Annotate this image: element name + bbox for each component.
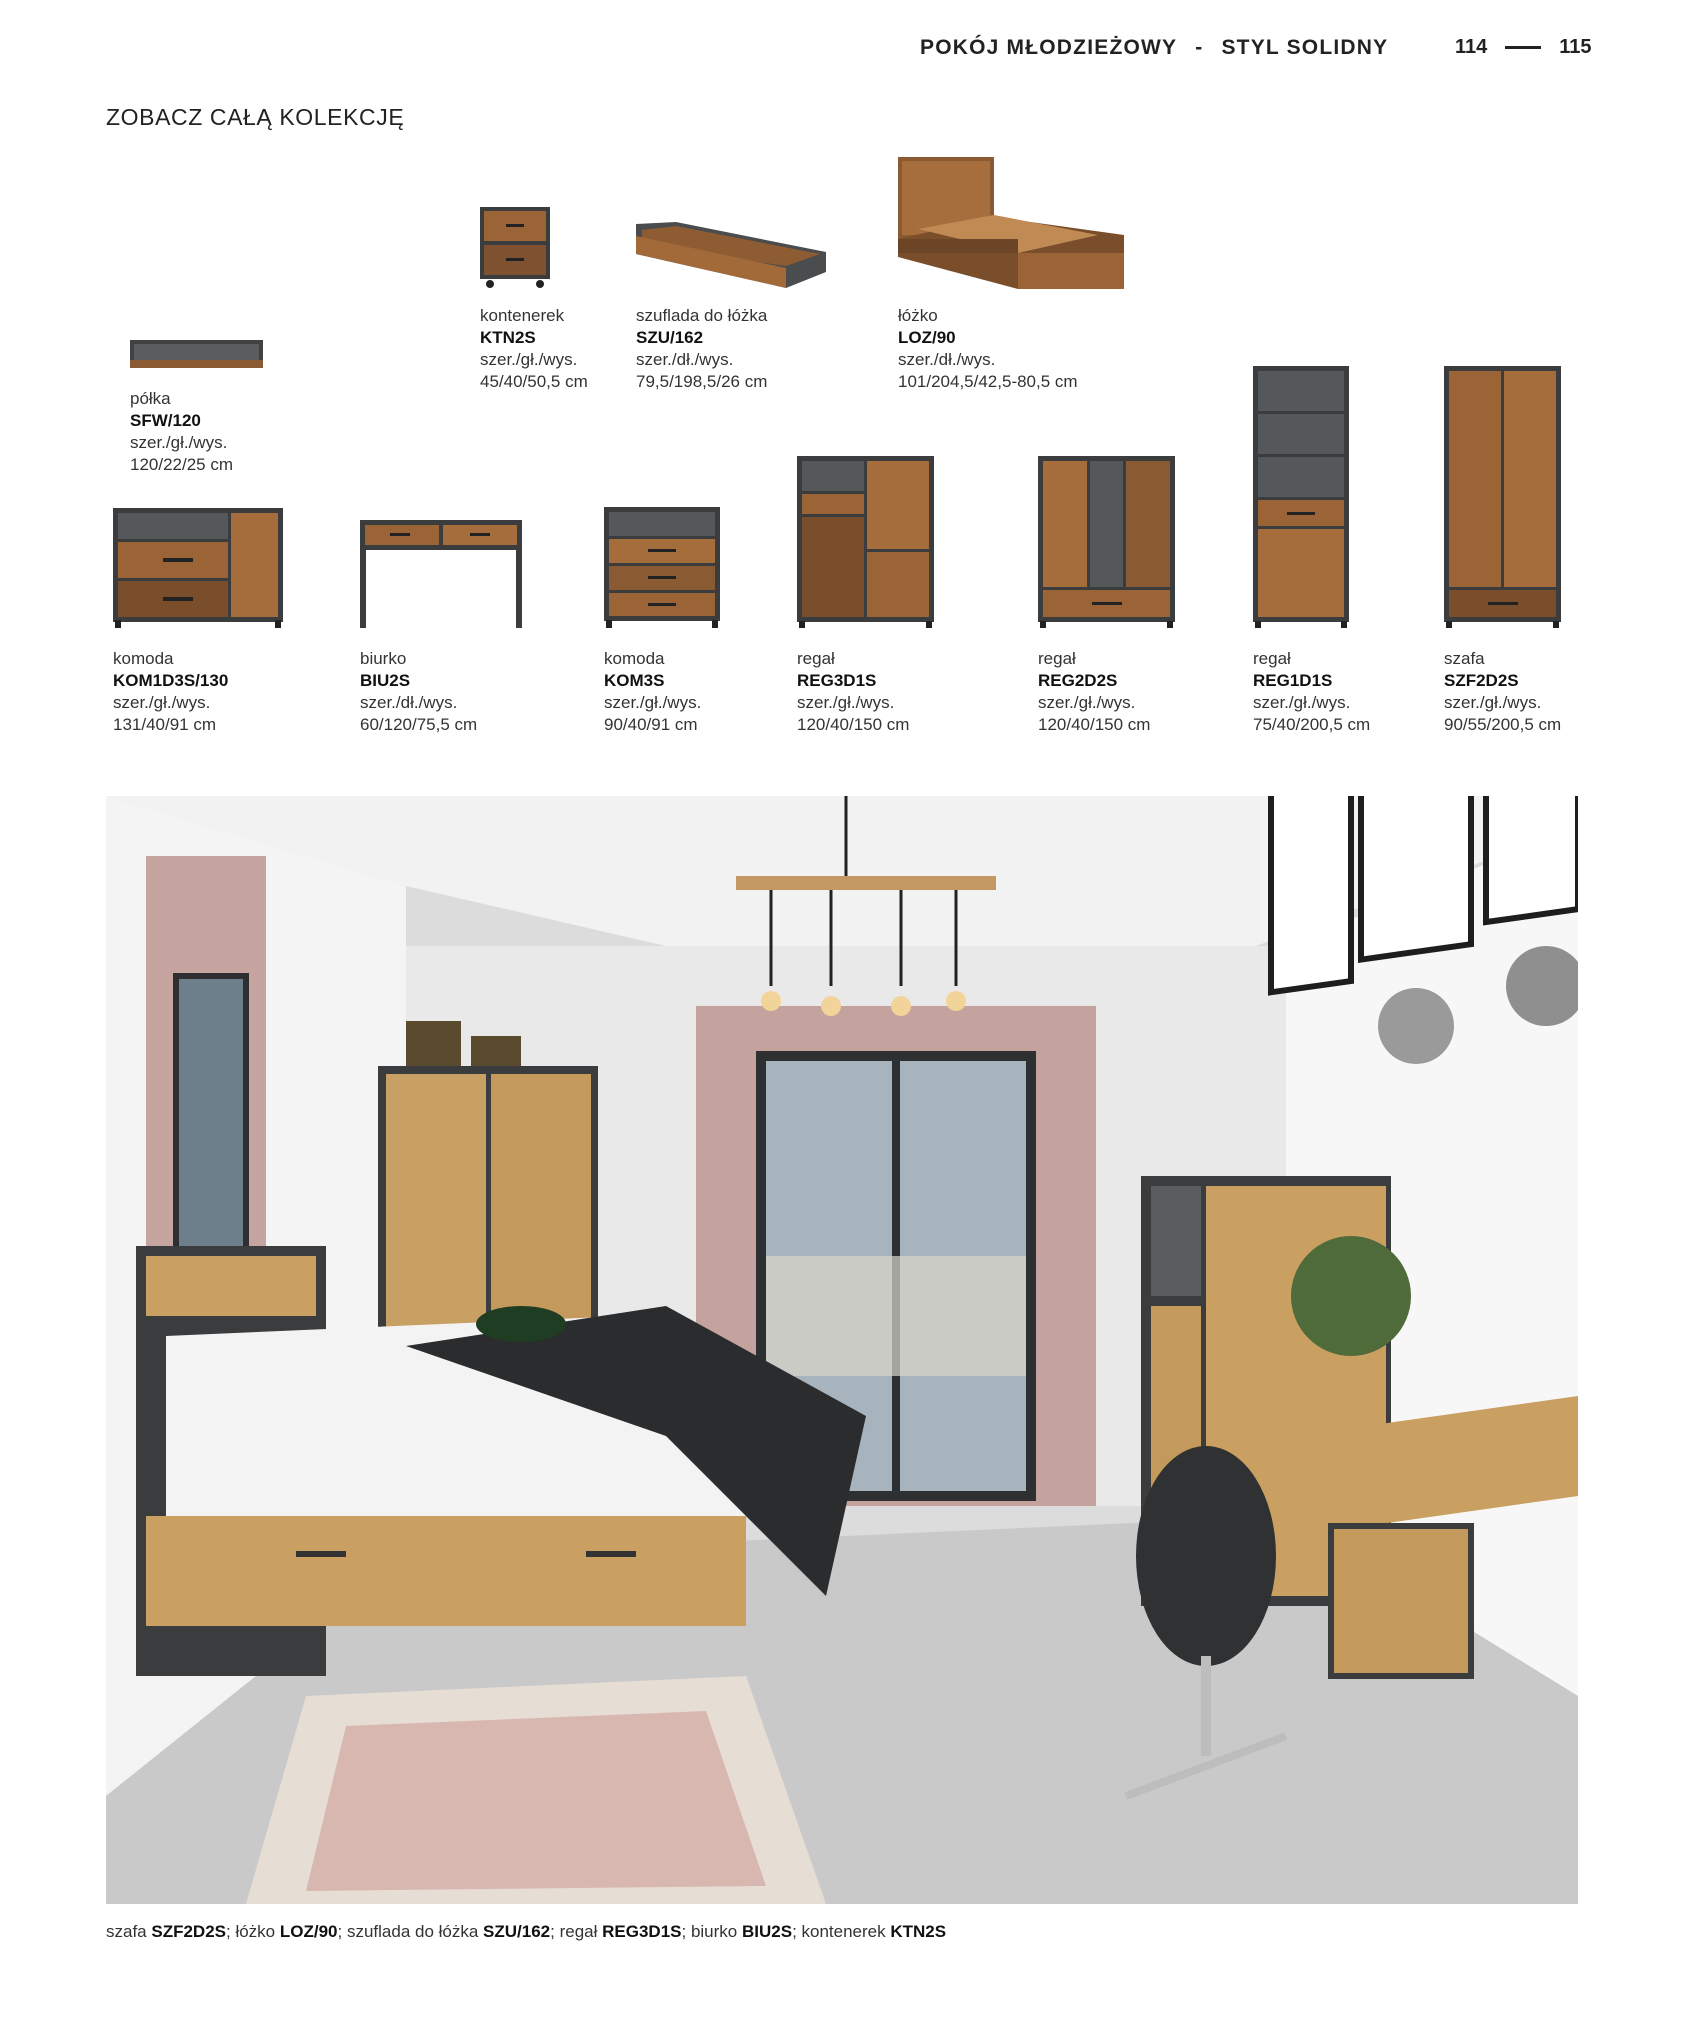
product-label-reg1d1s [1253,648,1370,736]
product-image-bed-drawer [636,222,826,288]
product-dims: 45/40/50,5 cm [480,372,588,391]
caption-code: SZU/162 [483,1922,551,1941]
product-dims: 131/40/91 cm [113,715,217,734]
product-label-reg3d1s [797,648,909,736]
product-image-dresser-130 [113,508,283,628]
product-image-desk [360,520,522,628]
product-type: łóżko [898,306,938,325]
product-dims-label: szer./gł./wys. [113,693,211,712]
product-image-dresser-90 [604,507,720,628]
product-type: komoda [604,649,665,668]
product-label-biu2s [360,648,477,736]
product-type: biurko [360,649,407,668]
product-dims-label: szer./gł./wys. [1444,693,1542,712]
product-dims-label: szer./gł./wys. [797,693,895,712]
product-dims-label: szer./gł./wys. [604,693,702,712]
product-type: komoda [113,649,174,668]
style-title: STYL SOLIDNY [1221,36,1389,59]
product-dims-label: szer./gł./wys. [1038,693,1136,712]
product-label-ktn2s [480,305,588,393]
product-code: BIU2S [360,671,411,690]
page-numbers [1455,36,1592,59]
caption-text: szuflada do łóżka [346,1922,484,1941]
product-dims: 90/55/200,5 cm [1444,715,1562,734]
product-type: regał [1253,649,1291,668]
product-dims-label: szer./dł./wys. [898,350,996,369]
section-title: POKÓJ MŁODZIEŻOWY [920,36,1178,59]
product-type: szuflada do łóżka [636,306,768,325]
product-image-shelving-reg2d2s [1038,456,1175,628]
collection-title: ZOBACZ CAŁĄ KOLEKCJĘ [106,104,405,130]
photo-caption [106,1922,946,1942]
section-header [920,36,1388,60]
page-number-right: 115 [1559,36,1592,58]
product-code: SFW/120 [130,411,201,430]
product-label-szf2d2s [1444,648,1561,736]
product-code: LOZ/90 [898,328,956,347]
caption-sep: ; [792,1922,802,1941]
product-label-sfw120 [130,388,233,476]
caption-sep: ; [226,1922,236,1941]
product-code: REG2D2S [1038,671,1118,690]
product-dims-label: szer./gł./wys. [130,433,228,452]
product-code: SZU/162 [636,328,704,347]
product-code: REG3D1S [797,671,877,690]
caption-code: BIU2S [741,1922,793,1941]
product-label-loz90 [898,305,1078,393]
header-separator: - [1195,36,1204,59]
product-type: szafa [1444,649,1485,668]
product-dims: 120/22/25 cm [130,455,234,474]
product-label-reg2d2s [1038,648,1150,736]
product-dims: 79,5/198,5/26 cm [636,372,768,391]
product-dims: 60/120/75,5 cm [360,715,478,734]
caption-code: REG3D1S [602,1922,682,1941]
product-image-shelving-reg3d1s [797,456,934,628]
product-type: kontenerek [480,306,565,325]
caption-code: KTN2S [890,1922,947,1941]
product-dims: 101/204,5/42,5-80,5 cm [898,372,1078,391]
caption-text: regał [559,1922,603,1941]
product-label-kom1d3s130 [113,648,228,736]
product-code: KOM1D3S/130 [113,671,229,690]
product-type: regał [1038,649,1076,668]
product-dims: 120/40/150 cm [797,715,910,734]
product-type: półka [130,389,171,408]
page-dash [1505,46,1541,49]
product-dims: 75/40/200,5 cm [1253,715,1371,734]
product-code: KTN2S [480,328,536,347]
caption-sep: ; [337,1922,347,1941]
product-label-kom3s [604,648,701,736]
caption-sep: ; [681,1922,691,1941]
room-scene-photo [106,796,1578,1904]
caption-text: łóżko [235,1922,280,1941]
caption-text: kontenerek [801,1922,891,1941]
product-code: KOM3S [604,671,665,690]
product-image-shelf [130,340,263,368]
product-dims: 120/40/150 cm [1038,715,1151,734]
product-dims-label: szer./gł./wys. [480,350,578,369]
product-image-shelving-reg1d1s [1253,366,1349,628]
caption-text: szafa [106,1922,152,1941]
product-label-szu162 [636,305,767,393]
caption-code: LOZ/90 [279,1922,338,1941]
caption-sep: ; [550,1922,560,1941]
product-image-bed [898,157,1124,289]
product-image-wardrobe [1444,366,1561,628]
product-dims-label: szer./dł./wys. [636,350,734,369]
product-code: REG1D1S [1253,671,1333,690]
product-code: SZF2D2S [1444,671,1519,690]
product-dims-label: szer./gł./wys. [1253,693,1351,712]
product-image-container [480,207,550,289]
page-number-left: 114 [1455,36,1488,58]
caption-text: biurko [690,1922,742,1941]
product-dims-label: szer./dł./wys. [360,693,458,712]
product-dims: 90/40/91 cm [604,715,698,734]
product-type: regał [797,649,835,668]
caption-code: SZF2D2S [151,1922,226,1941]
